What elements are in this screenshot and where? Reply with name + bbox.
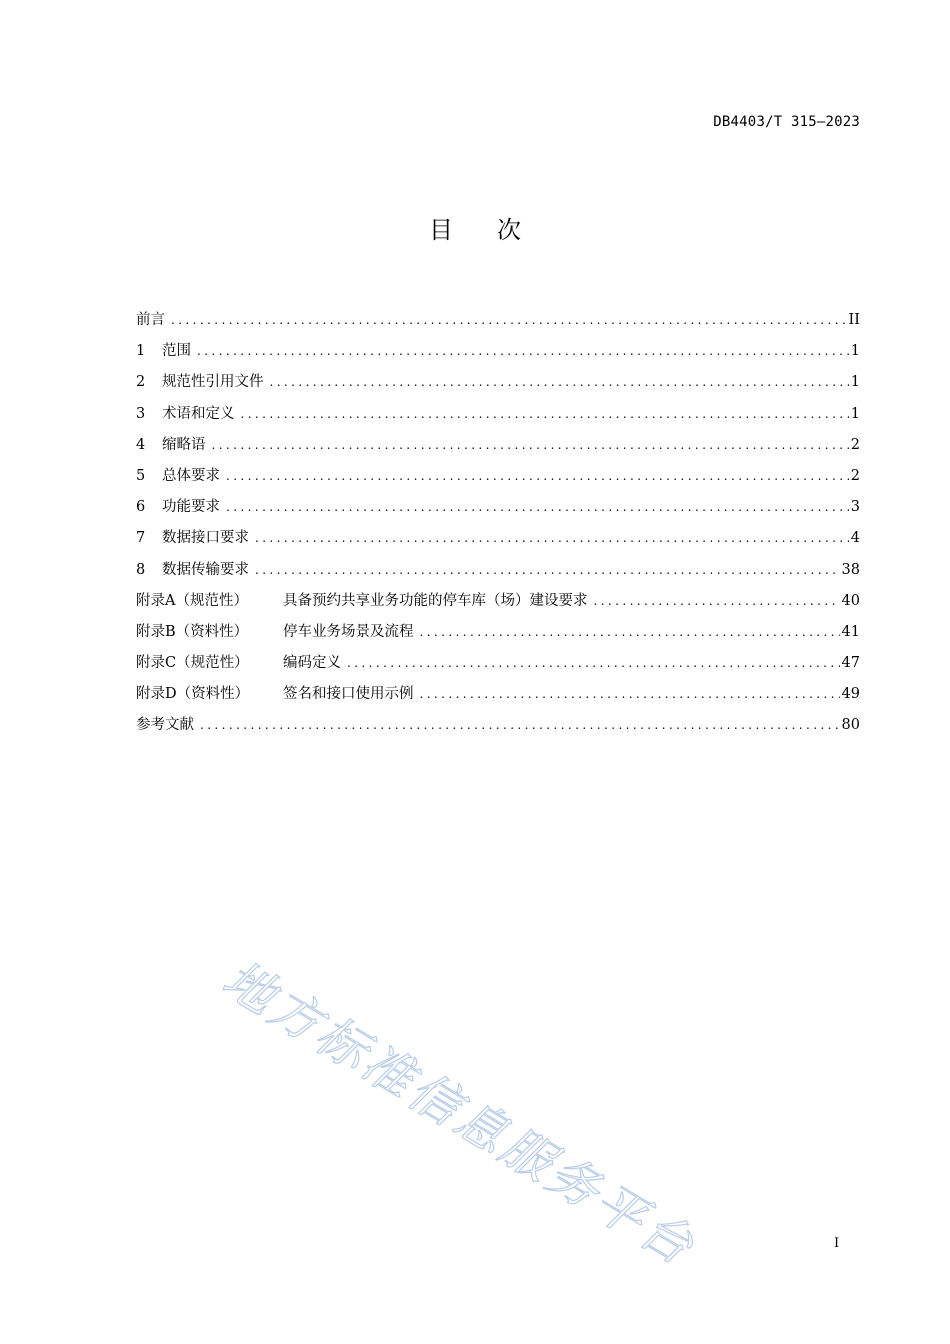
toc-entry-4[interactable] — [136, 433, 860, 464]
toc-entry-page: 4 — [850, 530, 860, 547]
table-of-contents — [136, 308, 860, 745]
toc-entry-3[interactable] — [136, 402, 860, 433]
toc-entry-title: 参考文献 — [136, 717, 194, 734]
dot-leader — [594, 589, 840, 613]
toc-entry-page: 40 — [841, 592, 860, 609]
toc-entry-title: 签名和接口使用示例 — [283, 686, 414, 703]
toc-entry-title: 数据传输要求 — [162, 561, 249, 578]
appendix-label: 附录D（资料性） — [136, 686, 250, 703]
toc-entry-title: 缩略语 — [162, 436, 206, 453]
toc-entry-page: 3 — [850, 499, 860, 516]
toc-entry-1[interactable] — [136, 339, 860, 370]
toc-entry-title: 范围 — [162, 343, 191, 360]
toc-entry-title: 术语和定义 — [162, 405, 235, 422]
toc-entry-title: 规范性引用文件 — [162, 374, 264, 391]
toc-entry-title: 停车业务场景及流程 — [283, 623, 414, 640]
toc-entry-page: 47 — [841, 655, 860, 672]
standard-code: DB4403/T 315—2023 — [713, 114, 860, 130]
toc-entry-number: 1 — [136, 343, 146, 360]
toc-entry-number: 2 — [136, 374, 146, 391]
page-title: 目次 — [429, 216, 565, 244]
toc-entry-appendix-a[interactable] — [136, 589, 860, 620]
toc-entry-title: 具备预约共享业务功能的停车库（场）建设要求 — [283, 592, 588, 609]
dot-leader — [255, 558, 840, 582]
toc-entry-5[interactable] — [136, 464, 860, 495]
toc-entry-page: 38 — [841, 561, 860, 578]
toc-entry-6[interactable] — [136, 495, 860, 526]
toc-entry-title: 总体要求 — [162, 467, 220, 484]
toc-entry-references[interactable] — [136, 713, 860, 744]
toc-entry-page: 1 — [850, 405, 860, 422]
dot-leader — [420, 620, 840, 644]
toc-entry-page: 49 — [841, 686, 860, 703]
toc-entry-number: 5 — [136, 467, 146, 484]
toc-entry-7[interactable] — [136, 526, 860, 557]
toc-entry-2[interactable] — [136, 370, 860, 401]
toc-entry-8[interactable] — [136, 558, 860, 589]
toc-entry-page: 41 — [841, 623, 860, 640]
toc-entry-appendix-b[interactable] — [136, 620, 860, 651]
dot-leader — [241, 402, 849, 426]
dot-leader — [347, 651, 840, 675]
toc-entry-page: II — [848, 312, 860, 328]
dot-leader — [226, 495, 849, 519]
dot-leader — [420, 682, 840, 706]
toc-entry-page: 1 — [850, 343, 860, 360]
appendix-label: 附录A（规范性） — [136, 592, 248, 609]
toc-entry-number: 3 — [136, 405, 146, 422]
toc-entry-title: 功能要求 — [162, 499, 220, 516]
toc-entry-number: 6 — [136, 499, 146, 516]
toc-entry-page: 1 — [850, 374, 860, 391]
toc-entry-number: 7 — [136, 530, 146, 547]
dot-leader — [197, 339, 849, 363]
toc-entry-title: 前言 — [136, 312, 165, 328]
page-number: I — [834, 1236, 840, 1251]
dot-leader — [255, 526, 849, 550]
watermark: 地方标准信息服务平台 — [213, 949, 706, 1278]
toc-entry-title: 编码定义 — [283, 655, 341, 672]
toc-entry-number: 8 — [136, 561, 146, 578]
appendix-label: 附录B（资料性） — [136, 623, 249, 640]
dot-leader — [200, 713, 840, 737]
toc-entry-page: 80 — [841, 717, 860, 734]
toc-entry-number: 4 — [136, 436, 146, 453]
toc-entry-title: 数据接口要求 — [162, 530, 249, 547]
dot-leader — [212, 433, 849, 457]
appendix-label: 附录C（规范性） — [136, 655, 249, 672]
toc-entry-appendix-c[interactable] — [136, 651, 860, 682]
dot-leader — [270, 370, 849, 394]
toc-entry-page: 2 — [850, 436, 860, 453]
dot-leader — [171, 308, 847, 332]
toc-entry-page: 2 — [850, 467, 860, 484]
toc-entry-appendix-d[interactable] — [136, 682, 860, 713]
toc-entry-preface[interactable] — [136, 308, 860, 339]
dot-leader — [226, 464, 849, 488]
